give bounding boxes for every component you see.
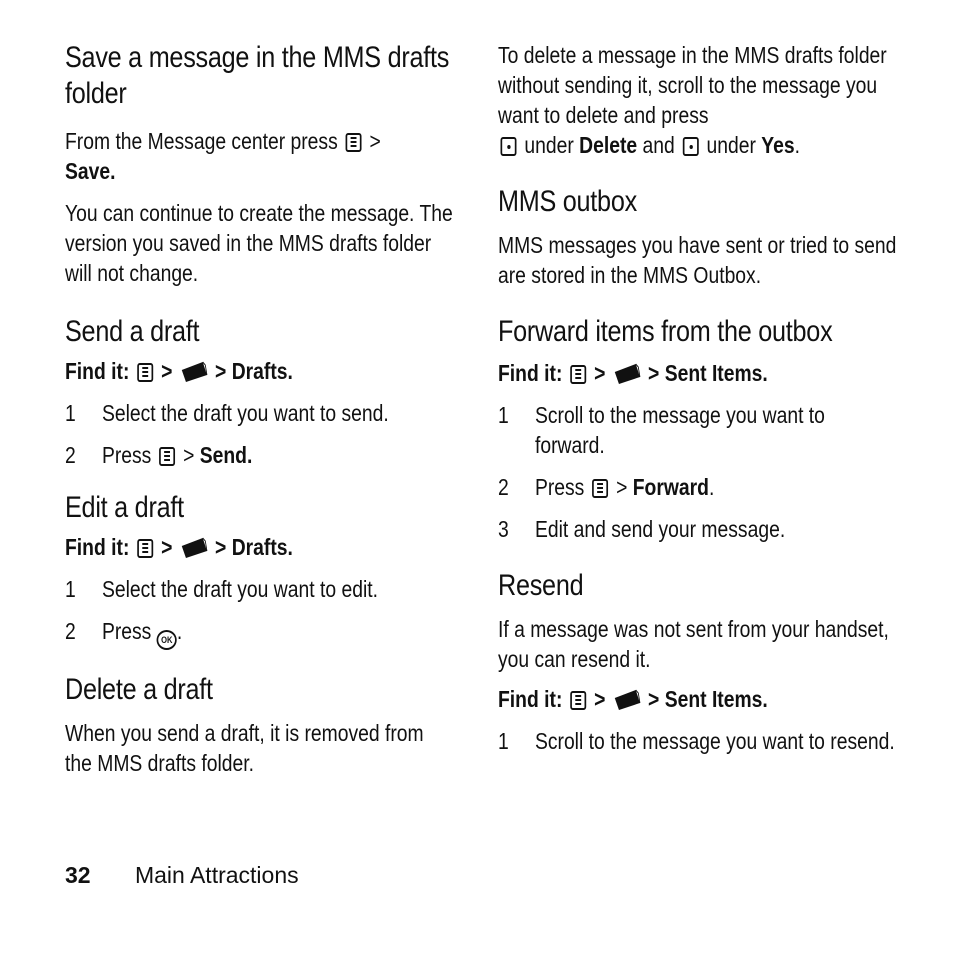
menu-key-icon (570, 691, 586, 710)
list-item: 1 Select the draft you want to send. (65, 400, 389, 426)
ok-key-icon: OK (157, 630, 177, 650)
delete-instructions: To delete a message in the MMS drafts folder without sending it, scroll to the message you want to delete and press under Delete and under Yes. (498, 42, 887, 158)
heading-mms-outbox: MMS outbox (498, 185, 637, 218)
right-soft-key-icon (683, 137, 699, 156)
find-it-resend: Find it: > > Sent Items. (498, 686, 768, 712)
find-it-forward: Find it: > > Sent Items. (498, 360, 768, 386)
heading-edit-draft: Edit a draft (65, 491, 184, 524)
menu-key-icon (137, 539, 153, 558)
list-item: 2 Press > Send. (65, 442, 253, 468)
message-envelope-icon (179, 361, 208, 383)
save-note: You can continue to create the message. The version you saved in the MMS drafts folder will not change. (65, 200, 453, 286)
message-envelope-icon (612, 363, 641, 385)
save-instructions: From the Message center press > Save. (65, 128, 381, 184)
list-item: 1 Select the draft you want to edit. (65, 576, 378, 602)
list-item: 2 Press OK . (65, 616, 455, 650)
heading-delete-draft: Delete a draft (65, 673, 213, 706)
menu-key-icon (346, 133, 362, 152)
message-envelope-icon (179, 537, 208, 559)
page-footer (65, 862, 299, 889)
list-item: 1 Scroll to the message you want to forward. (498, 402, 825, 458)
list-item: 3 Edit and send your message. (498, 516, 786, 542)
page-number: 32 (65, 862, 91, 888)
message-envelope-icon (612, 689, 641, 711)
section-title: Main Attractions (134, 862, 299, 888)
heading-save-draft: Save a message in the MMS drafts folder (65, 41, 450, 110)
find-it-send: Find it: > > Drafts. (65, 358, 293, 384)
menu-key-icon (159, 447, 175, 466)
left-column (65, 40, 455, 778)
heading-resend: Resend (498, 569, 584, 602)
heading-send-draft: Send a draft (65, 315, 200, 348)
menu-key-icon (570, 365, 586, 384)
menu-key-icon (137, 363, 153, 382)
resend-note: If a message was not sent from your handset, you can resend it. (498, 616, 889, 672)
menu-key-icon (592, 479, 608, 498)
list-item: 1 Scroll to the message you want to resend. (498, 728, 895, 754)
heading-forward-items: Forward items from the outbox (498, 315, 833, 348)
list-item: 2 Press > Forward. (498, 474, 715, 500)
delete-note: When you send a draft, it is removed from the MMS drafts folder. (65, 720, 424, 776)
left-soft-key-icon (501, 137, 517, 156)
right-column (498, 40, 898, 756)
find-it-edit: Find it: > > Drafts. (65, 534, 293, 560)
outbox-note: MMS messages you have sent or tried to send are stored in the MMS Outbox. (498, 232, 897, 288)
